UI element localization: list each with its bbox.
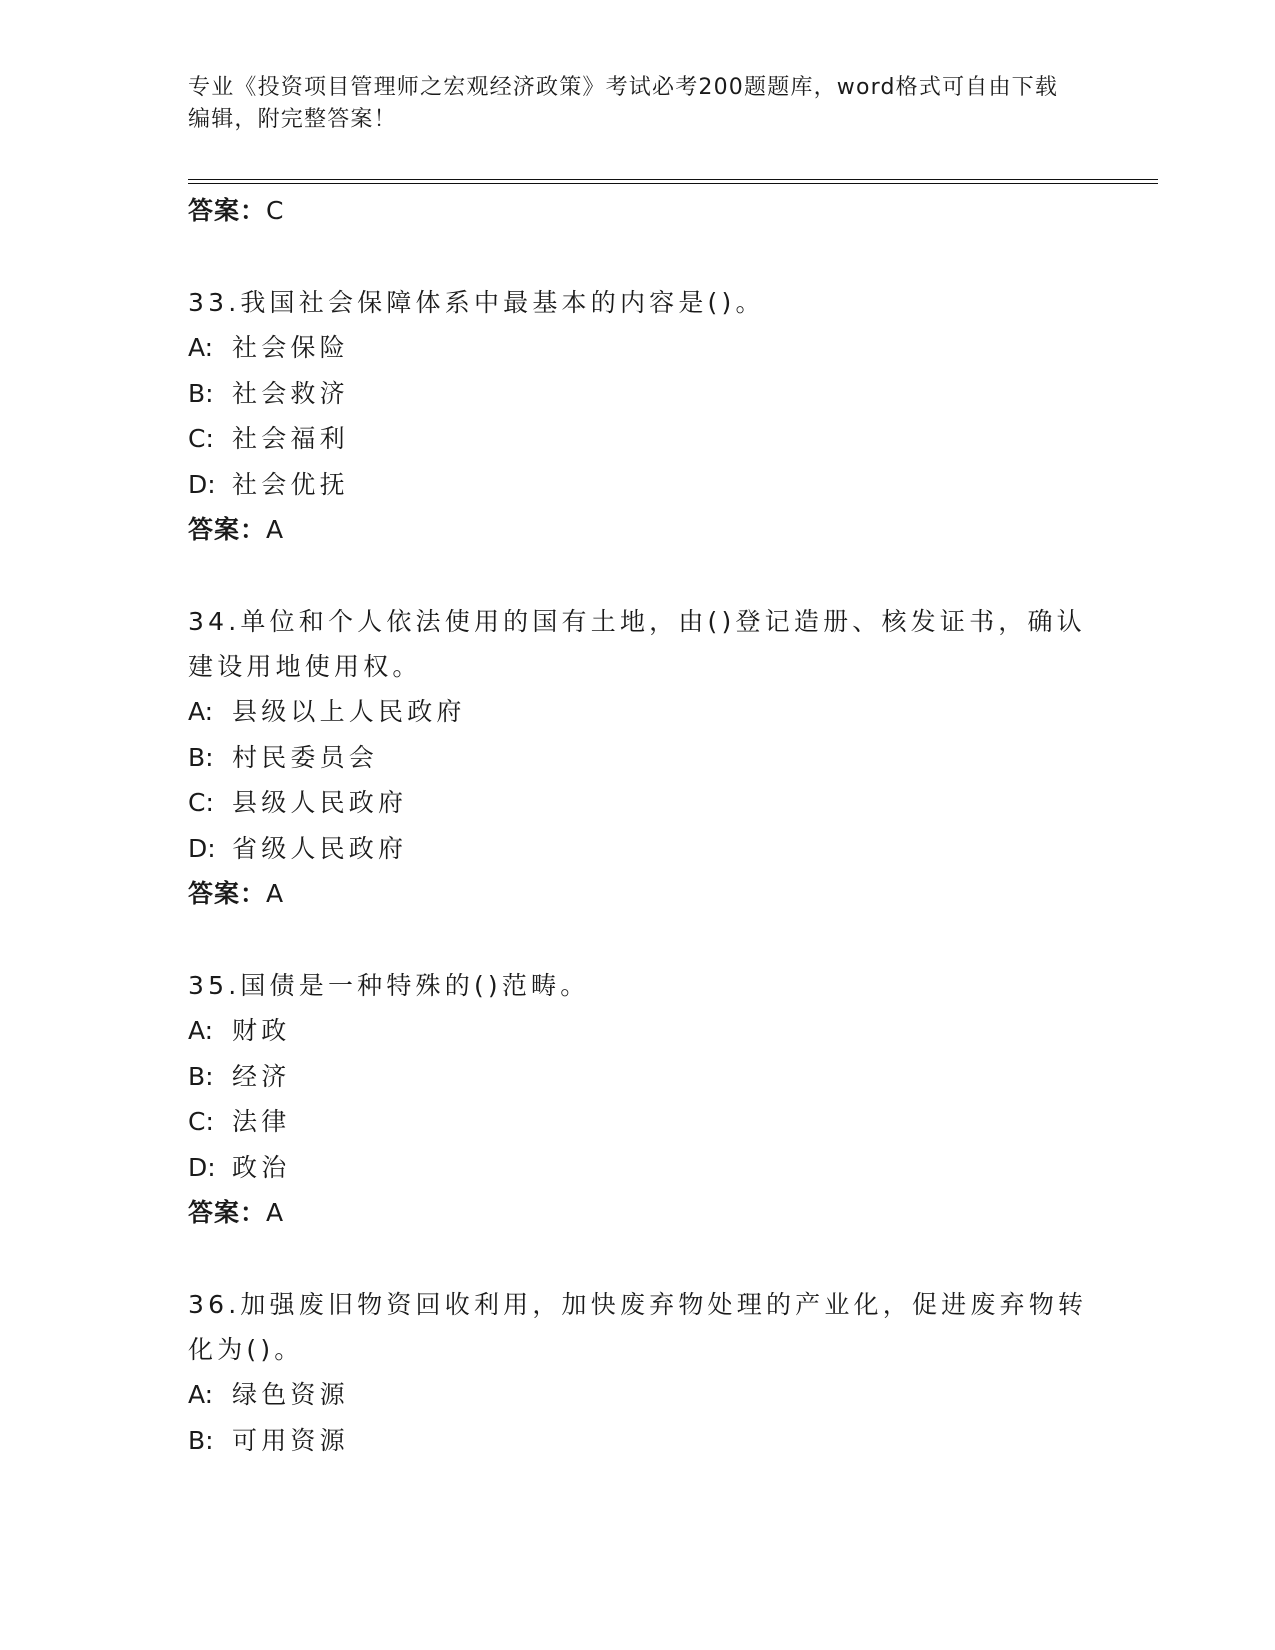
option-text: 县级以上人民政府 — [232, 697, 466, 726]
option-text: 社会保险 — [232, 333, 349, 362]
option-a — [188, 1008, 1088, 1054]
answer-label: 答案： — [188, 879, 267, 908]
option-key: B: — [188, 1061, 214, 1091]
option-key: C: — [188, 424, 214, 453]
option-b — [188, 371, 1088, 417]
answer-label: 答案： — [188, 515, 267, 544]
answer-value: A — [266, 515, 285, 544]
answer-value: A — [266, 1198, 285, 1227]
question-33 — [188, 280, 1088, 553]
option-key: B: — [188, 742, 214, 772]
option-text: 村民委员会 — [232, 742, 379, 772]
document-header: 专业《投资项目管理师之宏观经济政策》考试必考200题题库，word格式可自由下载编辑，附完整答案！ — [188, 75, 1059, 132]
option-text: 县级人民政府 — [232, 788, 408, 817]
question-stem: 33.我国社会保障体系中最基本的内容是()。 — [188, 288, 765, 317]
option-a — [188, 1372, 1088, 1418]
option-d — [188, 462, 1088, 508]
option-key: C: — [188, 1107, 214, 1136]
option-key: C: — [188, 788, 214, 817]
option-key: D: — [188, 469, 216, 499]
header-rule-bottom — [188, 183, 1158, 184]
option-c — [188, 416, 1088, 462]
option-key: B: — [188, 378, 214, 408]
option-d — [188, 826, 1088, 872]
option-a — [188, 325, 1088, 371]
question-stem: 35.国债是一种特殊的()范畴。 — [188, 971, 590, 1000]
option-c — [188, 780, 1088, 826]
question-34 — [188, 599, 1088, 917]
option-key: D: — [188, 833, 216, 863]
answer-line — [188, 1190, 1088, 1236]
option-c — [188, 1099, 1088, 1145]
question-35 — [188, 963, 1088, 1236]
answer-line — [188, 507, 1088, 553]
option-key: A: — [188, 333, 214, 362]
answer-label: 答案： — [188, 1198, 267, 1227]
option-b — [188, 1418, 1088, 1464]
option-a — [188, 689, 1088, 735]
option-text: 财政 — [232, 1016, 291, 1045]
option-b — [188, 735, 1088, 781]
header-rule-top — [188, 179, 1158, 180]
option-text: 社会救济 — [232, 378, 349, 408]
question-stem: 34.单位和个人依法使用的国有土地，由()登记造册、核发证书，确认建设用地使用权。 — [188, 607, 1086, 681]
question-list — [188, 188, 1088, 1463]
option-b — [188, 1054, 1088, 1100]
answer-label: 答案： — [188, 196, 267, 225]
option-text: 绿色资源 — [232, 1380, 349, 1409]
option-key: A: — [188, 1380, 214, 1409]
option-d — [188, 1145, 1088, 1191]
option-key: A: — [188, 697, 214, 726]
option-text: 政治 — [232, 1152, 291, 1182]
option-key: A: — [188, 1016, 214, 1045]
option-text: 社会优抚 — [232, 469, 349, 499]
answer-value: C — [266, 196, 285, 225]
option-text: 社会福利 — [232, 424, 349, 453]
option-text: 可用资源 — [232, 1425, 349, 1455]
answer-value: A — [266, 879, 285, 908]
option-key: D: — [188, 1152, 216, 1182]
option-key: B: — [188, 1425, 214, 1455]
option-text: 省级人民政府 — [232, 833, 408, 863]
question-36 — [188, 1282, 1088, 1463]
option-text: 法律 — [232, 1107, 291, 1136]
option-text: 经济 — [232, 1061, 291, 1091]
previous-answer — [188, 188, 1088, 234]
answer-line — [188, 871, 1088, 917]
question-stem: 36.加强废旧物资回收利用，加快废弃物处理的产业化，促进废弃物转化为()。 — [188, 1290, 1088, 1364]
